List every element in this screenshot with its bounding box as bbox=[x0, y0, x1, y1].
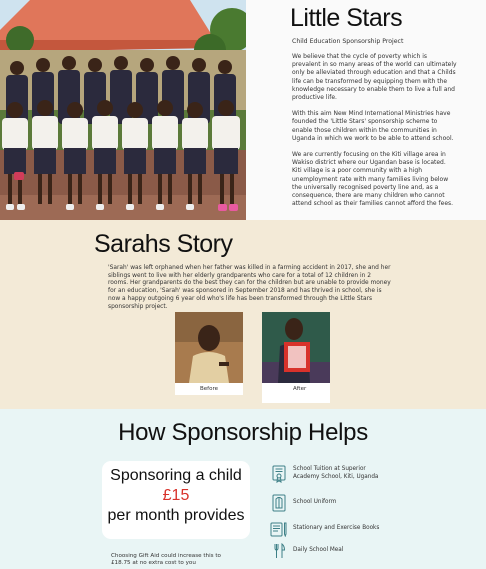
books-pencil-icon bbox=[270, 520, 288, 538]
before-photo bbox=[175, 312, 243, 383]
before-photo-card bbox=[175, 312, 243, 395]
sponsorship-price-card bbox=[102, 461, 250, 539]
intro-paragraph: We are currently focusing on the Kiti village area in Wakiso district where our Ugandan base is located. Kiti village is a poor community with a high unemployment rate with many families living below the universally recognised poverty line and, as a consequence, there are many children who cannot attend school as their families cannot afford the fees. bbox=[292, 151, 454, 208]
uniform-shirt-icon bbox=[270, 494, 288, 512]
intro-paragraph: With this aim New Mind International Ministries have founded the 'Little Stars' sponsorship scheme to enable those children within the communities in Uganda in which we work to be able to attend school. bbox=[292, 110, 454, 142]
gift-aid-note: Choosing Gift Aid could increase this to £18.75 at no extra cost to you bbox=[111, 553, 221, 567]
benefit-label: School Uniform bbox=[293, 499, 337, 506]
fork-knife-icon bbox=[270, 542, 288, 560]
story-section bbox=[0, 220, 486, 409]
after-photo bbox=[262, 312, 330, 383]
benefit-item bbox=[270, 542, 393, 560]
benefit-item bbox=[270, 494, 393, 512]
story-text: 'Sarah' was left orphaned when her father was killed in a farming accident in 2017, she and her siblings went to live with her elderly grandparents who care for a total of 12 children in 2 rooms. Her grandparents do the best they can for the children but are unable to provide money for an education, 'Sarah' was sponsored in September 2018 and has thrived in school, she is now a happy outgoing 6 year old who's life has been transformed through the Little Stars sponsorship project. bbox=[108, 265, 391, 310]
after-photo-card bbox=[262, 312, 330, 403]
story-title: Sarahs Story bbox=[94, 230, 233, 258]
sponsorship-section bbox=[0, 409, 486, 569]
benefit-item bbox=[270, 520, 393, 538]
benefit-item bbox=[270, 465, 393, 483]
before-caption: Before bbox=[200, 386, 218, 392]
intro-paragraph: We believe that the cycle of poverty which is prevalent in so many areas of the world can ultimately only be alleviated through education and that a Childs life can be transformed by equipping them with the knowledge necessary to enable them to live a full and productive life. bbox=[292, 53, 457, 102]
monthly-price: £15 bbox=[162, 487, 190, 504]
benefit-label: Stationary and Exercise Books bbox=[293, 525, 380, 532]
benefit-label: Daily School Meal bbox=[293, 547, 344, 554]
after-caption: After bbox=[293, 386, 307, 392]
benefit-label: School Tuition at Superior Academy School, Kiti, Uganda bbox=[293, 466, 379, 480]
project-subtitle: Child Education Sponsorship Project bbox=[292, 38, 404, 45]
intro-section bbox=[0, 0, 486, 220]
price-card-footer: per month provides bbox=[107, 507, 245, 524]
intro-text bbox=[290, 0, 470, 208]
page-title: Little Stars bbox=[290, 4, 403, 32]
price-card-heading: Sponsoring a child bbox=[110, 467, 242, 484]
sponsorship-title: How Sponsorship Helps bbox=[118, 419, 368, 446]
school-children-photo bbox=[0, 0, 246, 220]
school-certificate-icon bbox=[270, 465, 288, 483]
